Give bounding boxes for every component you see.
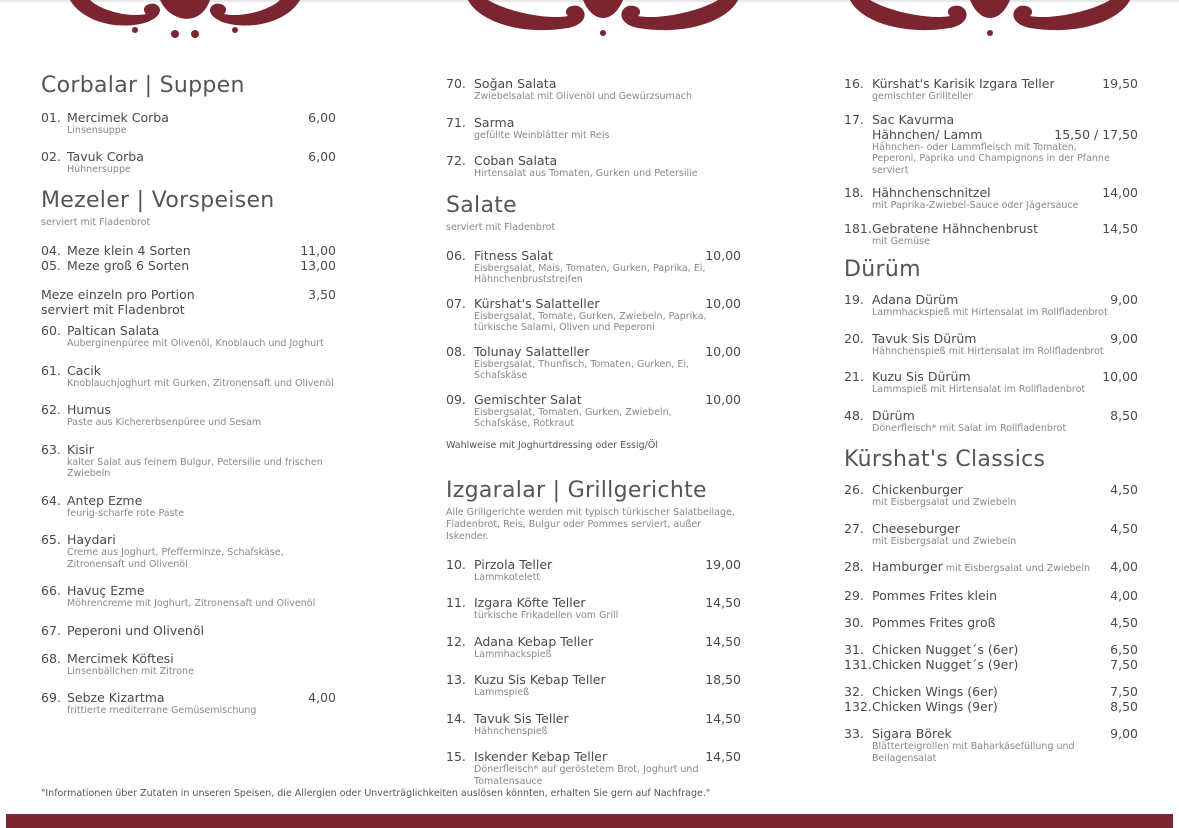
item-name: Kuzu Sis Dürüm — [872, 369, 971, 384]
item-description: Dönerfleisch* auf geröstetem Brot, Joghurt und Tomatensauce — [474, 764, 699, 787]
item-number: 02. — [41, 148, 61, 164]
item-name: Peperoni und Olivenöl — [67, 622, 204, 638]
item-price: 10,00 — [705, 247, 741, 263]
item-description: mit Paprika-Zwiebel-Sauce oder Jägersauce — [872, 200, 1079, 211]
meze-einzeln-row — [41, 287, 336, 302]
item-price: 10,00 — [705, 391, 741, 407]
item-number: 27. — [844, 520, 864, 536]
menu-item-row — [446, 296, 741, 311]
item-name: Pommes Frites groß — [872, 615, 996, 630]
item-price: 13,00 — [300, 258, 336, 273]
item-number: 66. — [41, 583, 61, 598]
item-number: 132. — [844, 699, 872, 714]
item-number: 32. — [844, 684, 864, 699]
menu-item-row — [844, 482, 1138, 497]
item-number: 64. — [41, 492, 61, 508]
item-price: 4,00 — [1110, 559, 1138, 574]
item-description: Eisbergsalat, Tomaten, Gurken, Zwiebeln, Schafskäse, Rotkraut — [474, 406, 672, 429]
item-name: Adana Kebap Teller — [474, 633, 594, 649]
menu-item — [41, 149, 336, 176]
menu-item — [446, 115, 741, 142]
item-number: 48. — [844, 407, 864, 423]
item-name: Tavuk Sis Teller — [474, 710, 569, 726]
item-price: 19,00 — [705, 556, 741, 572]
item-price: 6,50 — [1110, 642, 1138, 657]
menu-item-row — [446, 115, 741, 130]
menu-item-row — [844, 221, 1138, 236]
item-price: 14,50 — [1102, 220, 1138, 236]
menu-item-row — [844, 615, 1138, 630]
item-name: Iskender Kebap Teller — [474, 749, 608, 764]
item-number: 19. — [844, 292, 864, 307]
menu-item-row — [844, 588, 1138, 603]
menu-item-row — [446, 76, 741, 91]
item-number: 26. — [844, 482, 864, 497]
section-title-salate: Salate — [446, 192, 518, 218]
item-name: Tavuk Sis Dürüm — [872, 330, 977, 346]
item-name: Kisir — [67, 441, 94, 457]
item-description: Knoblauchjoghurt mit Gurken, Zitronensaft und Olivenöl — [67, 377, 334, 389]
menu-item-row — [41, 651, 336, 666]
item-number: 61. — [41, 362, 61, 378]
item-description: feurig-scharfe rote Paste — [67, 507, 185, 519]
item-description: Auberginenpüree mit Olivenöl, Knoblauch und Joghurt — [67, 338, 324, 349]
item-name: Cacik — [67, 362, 101, 378]
item-number-spacer — [844, 127, 872, 142]
item-name: Soğan Salata — [474, 76, 557, 91]
menu-item — [446, 248, 741, 286]
item-number: 63. — [41, 441, 61, 457]
section-title-vorspeisen-note: serviert mit Fladenbrot — [41, 217, 151, 228]
menu-item-row — [41, 690, 336, 705]
section-title-grill: Izgaralar | Grillgerichte — [446, 477, 707, 503]
item-number: 68. — [41, 650, 61, 666]
item-description: Lammkotelett — [474, 571, 541, 583]
menu-item-row — [41, 402, 336, 417]
item-name: Tolunay Salatteller — [474, 343, 590, 359]
menu-item — [446, 392, 741, 430]
item-description: Blätterteigrollen mit Baharkäsefüllung und Beilagensalat — [872, 741, 1075, 764]
menu-item — [41, 623, 336, 638]
item-name: Meze groß 6 Sorten — [67, 258, 190, 273]
item-name: Coban Salata — [474, 153, 558, 168]
menu-item-row — [844, 185, 1138, 200]
item-name: Kuzu Sis Kebap Teller — [474, 672, 606, 687]
item-description: Hirtensalat aus Tomaten, Gurken und Petersilie — [474, 168, 698, 179]
item-number: 72. — [446, 153, 466, 168]
item-name: Kürshat's Salatteller — [474, 295, 600, 311]
item-description: Dönerfleisch* mit Salat im Rollfladenbrot — [872, 422, 1067, 434]
item-number: 62. — [41, 402, 61, 417]
menu-item — [41, 323, 336, 350]
item-name: Fitness Salat — [474, 247, 553, 263]
item-number: 65. — [41, 532, 61, 547]
item-name: Tavuk Corba — [67, 148, 144, 164]
menu-item-row — [446, 153, 741, 168]
menu-column-2 — [446, 76, 741, 799]
item-price: 7,50 — [1110, 684, 1138, 699]
item-name: Dürüm — [872, 407, 915, 423]
bottom-bar — [6, 814, 1173, 828]
item-description: Eisbergsalat, Thunfisch, Tomaten, Gurken, Ei, Schafskäse — [474, 358, 690, 381]
item-description: Creme aus Joghurt, Pfefferminze, Schafskäse, Zitronensaft und Olivenöl — [67, 547, 284, 570]
item-number: 20. — [844, 330, 864, 346]
item-price: 14,50 — [705, 710, 741, 726]
item-price: 9,00 — [1110, 330, 1138, 346]
item-number: 16. — [844, 76, 864, 91]
meze-einzeln — [41, 287, 336, 317]
item-price: 4,50 — [1110, 482, 1138, 497]
item-number: 12. — [446, 633, 466, 649]
item-name: Pommes Frites klein — [872, 588, 998, 603]
item-price: 4,00 — [308, 690, 336, 705]
item-description: Hähnchen- oder Lammfleisch mit Tomaten, Peperoni, Paprika und Champignons in der Pfanne serviert — [872, 141, 1110, 176]
menu-item-row — [844, 521, 1138, 536]
item-number: 30. — [844, 615, 864, 630]
item-name: Chickenburger — [872, 482, 963, 497]
menu-item-row — [446, 749, 741, 764]
item-name: Sebze Kizartma — [67, 690, 165, 705]
item-name: Mercimek Köftesi — [67, 650, 174, 666]
item-price: 19,50 — [1102, 76, 1138, 91]
item-description: Lammhackspieß — [474, 648, 552, 660]
item-name: Meze klein 4 Sorten — [67, 243, 191, 258]
item-price: 14,50 — [705, 633, 741, 649]
item-price: 14,00 — [1102, 185, 1138, 200]
menu-item-row — [446, 248, 741, 263]
item-number: 21. — [844, 369, 864, 384]
menu-item-row — [446, 392, 741, 407]
menu-item — [844, 684, 1138, 699]
item-number: 08. — [446, 343, 466, 359]
menu-item — [446, 672, 741, 699]
menu-item — [844, 482, 1138, 509]
menu-item-row — [446, 634, 741, 649]
item-number: 131. — [844, 657, 872, 672]
item-price: 4,00 — [1110, 588, 1138, 603]
section-title-salate-note: serviert mit Fladenbrot — [446, 221, 556, 233]
menu-item — [41, 583, 336, 610]
item-description: gefüllte Weinblätter mit Reis — [474, 129, 610, 141]
item-name: Paltican Salata — [67, 323, 160, 338]
item-number: 13. — [446, 672, 466, 687]
menu-item — [41, 651, 336, 678]
meze-einzeln-line1: Meze einzeln pro Portion — [41, 287, 195, 302]
item-price: 10,00 — [705, 343, 741, 359]
menu-item-row — [844, 331, 1138, 346]
item-description: Eisbergsalat, Mais, Tomaten, Gurken, Paprika, Ei, Hähnchenbruststreifen — [474, 262, 706, 285]
menu-item — [844, 726, 1138, 764]
section-title-classics: Kürshat's Classics — [844, 447, 1046, 472]
menu-item — [844, 699, 1138, 714]
menu-item-row — [844, 684, 1138, 699]
menu-item-row — [844, 408, 1138, 423]
section-title-vorspeisen: Mezeler | Vorspeisen — [41, 188, 275, 213]
item-price: 14,50 — [705, 595, 741, 610]
section-title-grill-note: Alle Grillgerichte werden mit typisch türkischer Salatbeilage, Fladenbrot, Reis, Bulgur oder Pommes serviert, außer Iskender. — [446, 506, 735, 542]
menu-item — [844, 408, 1138, 435]
item-description: Hühnersuppe — [67, 163, 131, 175]
meze-einzeln-line2: serviert mit Fladenbrot — [41, 302, 185, 317]
menu-item-row — [41, 243, 336, 258]
item-inline-description: mit Eisbergsalat und Zwiebeln — [942, 563, 1091, 574]
menu-item — [844, 521, 1138, 548]
item-description: Eisbergsalat, Tomate, Gurken, Zwiebeln, Paprika, türkische Salami, Oliven und Peperoni — [474, 310, 707, 333]
item-price: 4,50 — [1110, 520, 1138, 536]
item-number: 70. — [446, 76, 466, 91]
ornament-left — [40, 0, 330, 40]
item-description: Lammspieß — [474, 687, 530, 698]
item-name-line-2: Hähnchen/ Lamm — [872, 126, 983, 142]
menu-item — [844, 615, 1138, 630]
item-description: kalter Salat aus feinem Bulgur, Petersilie und frischen Zwiebeln — [67, 456, 323, 479]
menu-item-row — [844, 726, 1138, 741]
item-number: 10. — [446, 556, 466, 572]
item-price: 4,50 — [1110, 615, 1138, 630]
item-name: Haydari — [67, 532, 116, 547]
item-name: Kürshat's Karisik Izgara Teller — [872, 76, 1055, 91]
menu-item-row — [844, 699, 1138, 714]
menu-item-row — [41, 583, 336, 598]
item-price: 6,00 — [308, 148, 336, 164]
menu-item — [41, 690, 336, 717]
section-title-suppen: Corbalar | Suppen — [41, 73, 245, 98]
item-description: türkische Frikadellen vom Grill — [474, 610, 619, 621]
item-number: 28. — [844, 559, 864, 574]
item-number: 33. — [844, 726, 864, 741]
item-name: Adana Dürüm — [872, 292, 959, 307]
menu-item-row — [41, 442, 336, 457]
item-number: 71. — [446, 114, 466, 130]
item-name: Mercimek Corba — [67, 110, 169, 125]
ornament-right — [840, 0, 1140, 40]
menu-item-row — [41, 623, 336, 638]
meze-einzeln-price: 3,50 — [308, 287, 336, 302]
menu-item — [41, 493, 336, 520]
item-description: mit Eisbergsalat und Zwiebeln — [872, 535, 1017, 547]
item-price: 10,00 — [705, 295, 741, 311]
menu-item — [41, 110, 336, 137]
menu-item — [844, 559, 1138, 576]
menu-item — [844, 76, 1138, 103]
menu-item-row — [844, 559, 1138, 576]
menu-item — [844, 331, 1138, 358]
item-description: mit Eisbergsalat und Zwiebeln — [872, 497, 1017, 508]
menu-item — [446, 634, 741, 661]
item-description: Hähnchenspieß mit Hirtensalat im Rollfladenbrot — [872, 345, 1104, 357]
item-number: 29. — [844, 588, 864, 603]
menu-item-row — [41, 363, 336, 378]
item-description: mit Gemüse — [872, 235, 930, 247]
menu-item-row — [844, 112, 1138, 127]
item-name: Hähnchenschnitzel — [872, 185, 991, 200]
item-name: Chicken Nugget´s (9er) — [872, 657, 1019, 672]
menu-item — [844, 588, 1138, 603]
item-number: 06. — [446, 247, 466, 263]
menu-column-3 — [844, 76, 1138, 776]
item-number: 04. — [41, 243, 61, 258]
menu-item — [446, 76, 741, 103]
item-description: Lammhackspieß mit Hirtensalat im Rollfladenbrot — [872, 307, 1108, 318]
item-number: 17. — [844, 111, 864, 127]
item-name: Humus — [67, 402, 111, 417]
menu-item-row-2 — [844, 127, 1138, 142]
item-price: 6,00 — [308, 110, 336, 125]
item-price: 15,50 / 17,50 — [1054, 126, 1138, 142]
menu-item — [446, 557, 741, 584]
item-name: Cheeseburger — [872, 520, 960, 536]
menu-item-row — [844, 292, 1138, 307]
item-description: Lammspieß mit Hirtensalat im Rollfladenbrot — [872, 384, 1086, 395]
menu-item — [844, 185, 1138, 212]
allergy-footnote: "Informationen über Zutaten in unseren Speisen, die Allergien oder Unverträglichkeiten auslösen könnten, erhalten Sie gern auf Nachfrage." — [41, 788, 711, 799]
menu-item-row — [844, 76, 1138, 91]
item-name: Chicken Wings (6er) — [872, 684, 998, 699]
item-price: 9,00 — [1110, 726, 1138, 741]
item-name: Chicken Wings (9er) — [872, 699, 998, 714]
menu-item-row — [844, 369, 1138, 384]
ornament-center — [458, 0, 748, 40]
item-description: Hähnchenspieß — [474, 725, 548, 737]
menu-item — [844, 112, 1138, 177]
item-number: 60. — [41, 323, 61, 338]
menu-item — [446, 344, 741, 382]
item-description: frittierte mediterrane Gemüsemischung — [67, 705, 257, 716]
item-description: Linsensuppe — [67, 125, 127, 136]
item-price: 10,00 — [1102, 369, 1138, 384]
item-number: 67. — [41, 622, 61, 638]
menu-item-row — [41, 532, 336, 547]
menu-item — [41, 258, 336, 273]
menu-item-row — [41, 258, 336, 273]
menu-item-row — [844, 657, 1138, 672]
item-name: Hamburger mit Eisbergsalat und Zwiebeln — [872, 559, 1091, 574]
item-description: Linsenbällchen mit Zitrone — [67, 665, 194, 677]
item-number: 18. — [844, 185, 864, 200]
item-number: 14. — [446, 710, 466, 726]
menu-item — [41, 532, 336, 570]
item-number: 05. — [41, 258, 61, 273]
item-price: 14,50 — [705, 749, 741, 764]
item-name: Sigara Börek — [872, 726, 952, 741]
item-price: 7,50 — [1110, 657, 1138, 672]
item-price: 18,50 — [705, 672, 741, 687]
item-number: 181. — [844, 220, 872, 236]
item-number: 09. — [446, 391, 466, 407]
menu-item-row — [844, 642, 1138, 657]
item-description: Möhrencreme mit Joghurt, Zitronensaft und Olivenöl — [67, 598, 316, 609]
menu-item-row — [446, 672, 741, 687]
item-name: Havuç Ezme — [67, 583, 145, 598]
menu-item — [41, 442, 336, 480]
item-description: gemischter Grillteller — [872, 91, 973, 102]
menu-item — [446, 296, 741, 334]
item-price: 8,50 — [1110, 407, 1138, 423]
item-number: 01. — [41, 110, 61, 125]
section-title-durum: Dürüm — [844, 257, 921, 282]
item-name: Sac Kavurma — [872, 111, 955, 127]
menu-item — [844, 642, 1138, 657]
menu-item — [446, 595, 741, 622]
item-number: 15. — [446, 749, 466, 764]
item-name: Antep Ezme — [67, 492, 143, 508]
menu-item-row — [446, 711, 741, 726]
menu-item-row — [41, 493, 336, 508]
menu-item — [446, 749, 741, 787]
menu-item — [844, 369, 1138, 396]
menu-column-1 — [41, 72, 336, 730]
menu-item-row — [446, 344, 741, 359]
item-price: 8,50 — [1110, 699, 1138, 714]
menu-item — [41, 243, 336, 258]
menu-item-row — [41, 323, 336, 338]
menu-item-row — [41, 110, 336, 125]
item-number: 11. — [446, 595, 466, 610]
menu-item-row — [41, 149, 336, 164]
item-number: 69. — [41, 690, 61, 705]
menu-item — [41, 402, 336, 429]
item-name: Pirzola Teller — [474, 556, 553, 572]
menu-item-row — [446, 557, 741, 572]
item-price: 9,00 — [1110, 292, 1138, 307]
dressing-note: Wahlweise mit Joghurtdressing oder Essig/Öl — [446, 439, 658, 451]
item-number: 31. — [844, 642, 864, 657]
item-number: 07. — [446, 295, 466, 311]
menu-item — [844, 292, 1138, 319]
item-name: Gebratene Hähnchenbrust — [872, 220, 1039, 236]
item-description: Paste aus Kichererbsenpüree und Sesam — [67, 417, 262, 428]
menu-item — [446, 153, 741, 180]
item-name: Gemischter Salat — [474, 391, 582, 407]
item-price: 11,00 — [300, 243, 336, 258]
item-name: Chicken Nugget´s (6er) — [872, 642, 1019, 657]
menu-item — [844, 221, 1138, 248]
menu-item — [844, 657, 1138, 672]
menu-item-row — [446, 595, 741, 610]
item-name: Sarma — [474, 114, 515, 130]
item-name: Izgara Köfte Teller — [474, 595, 586, 610]
menu-item — [446, 711, 741, 738]
menu-item — [41, 363, 336, 390]
item-description: Zwiebelsalat mit Olivenöl und Gewürzsumach — [474, 91, 692, 102]
